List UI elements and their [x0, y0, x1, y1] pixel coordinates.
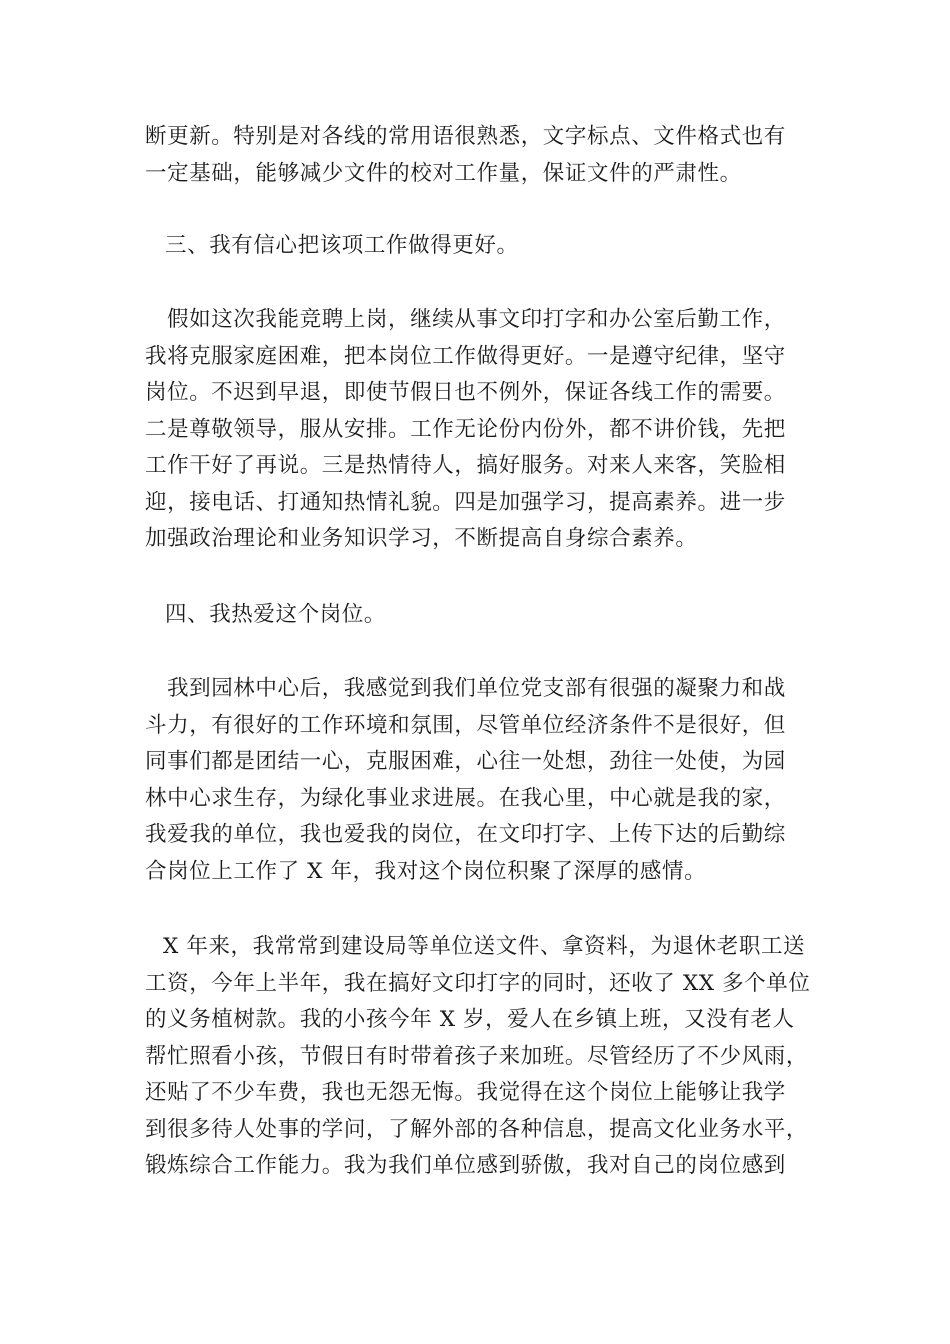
text-line: 帮忙照看小孩，节假日有时带着孩子来加班。尽管经历了不少风雨，: [145, 1043, 809, 1069]
paragraph-continued: [145, 119, 825, 192]
text-line: 到很多待人处事的学问，了解外部的各种信息，提高文化业务水平，: [145, 1116, 809, 1142]
text-line: 同事们都是团结一心，克服困难，心往一处想，劲往一处使，为园: [145, 749, 786, 774]
heading-text: 四、我热爱这个岗位。: [165, 602, 387, 627]
paragraph-3: [145, 302, 825, 558]
text-line: 斗力，有很好的工作环境和氛围，尽管单位经济条件不是很好，但: [145, 712, 786, 738]
heading-text: 三、我有信心把该项工作做得更好。: [165, 233, 519, 258]
text-line: 我到园林中心后，我感觉到我们单位党支部有很强的凝聚力和战: [167, 676, 786, 701]
text-line: 的义务植树款。我的小孩今年 X 岁，爱人在乡镇上班，又没有老人: [145, 1007, 795, 1032]
paragraph-4: [145, 671, 825, 890]
text-line: 工作干好了再说。三是热情待人，搞好服务。对来人来客，笑脸相: [145, 453, 786, 478]
text-line: 林中心求生存，为绿化事业求进展。在我心里，中心就是我的家，: [145, 785, 786, 811]
section-heading-4: [145, 597, 825, 634]
text-line: 岗位。不迟到早退，即使节假日也不例外，保证各线工作的需要。: [145, 380, 786, 405]
text-line: 迎，接电话、打通知热情礼貌。四是加强学习，提高素养。进一步: [145, 489, 786, 515]
text-line: 合岗位上工作了 X 年，我对这个岗位积聚了深厚的感情。: [145, 858, 707, 884]
text-line: 二是尊敬领导，服从安排。工作无论份内份外，都不讲价钱，先把: [145, 416, 786, 442]
paragraph-5: [145, 929, 825, 1185]
section-heading-3: [145, 228, 825, 265]
text-line: 加强政治理论和业务知识学习，不断提高自身综合素养。: [145, 526, 698, 551]
text-line: 还贴了不少车费，我也无怨无悔。我觉得在这个岗位上能够让我学: [145, 1080, 786, 1105]
text-line: X 年来，我常常到建设局等单位送文件、拿资料，为退休老职工送: [163, 934, 806, 959]
text-line: 锻炼综合工作能力。我为我们单位感到骄傲，我对自己的岗位感到: [145, 1153, 786, 1178]
text-line: 断更新。特别是对各线的常用语很熟悉，文字标点、文件格式也有: [145, 124, 786, 149]
text-line: 工资，今年上半年，我在搞好文印打字的同时，还收了 XX 多个单位: [145, 970, 811, 996]
text-line: 假如这次我能竞聘上岗，继续从事文印打字和办公室后勤工作，: [167, 307, 786, 332]
text-line: 我爱我的单位，我也爱我的岗位，在文印打字、上传下达的后勤综: [145, 822, 786, 847]
text-line: 一定基础，能够减少文件的校对工作量，保证文件的严肃性。: [145, 160, 742, 186]
text-line: 我将克服家庭困难，把本岗位工作做得更好。一是遵守纪律，坚守: [145, 343, 786, 369]
